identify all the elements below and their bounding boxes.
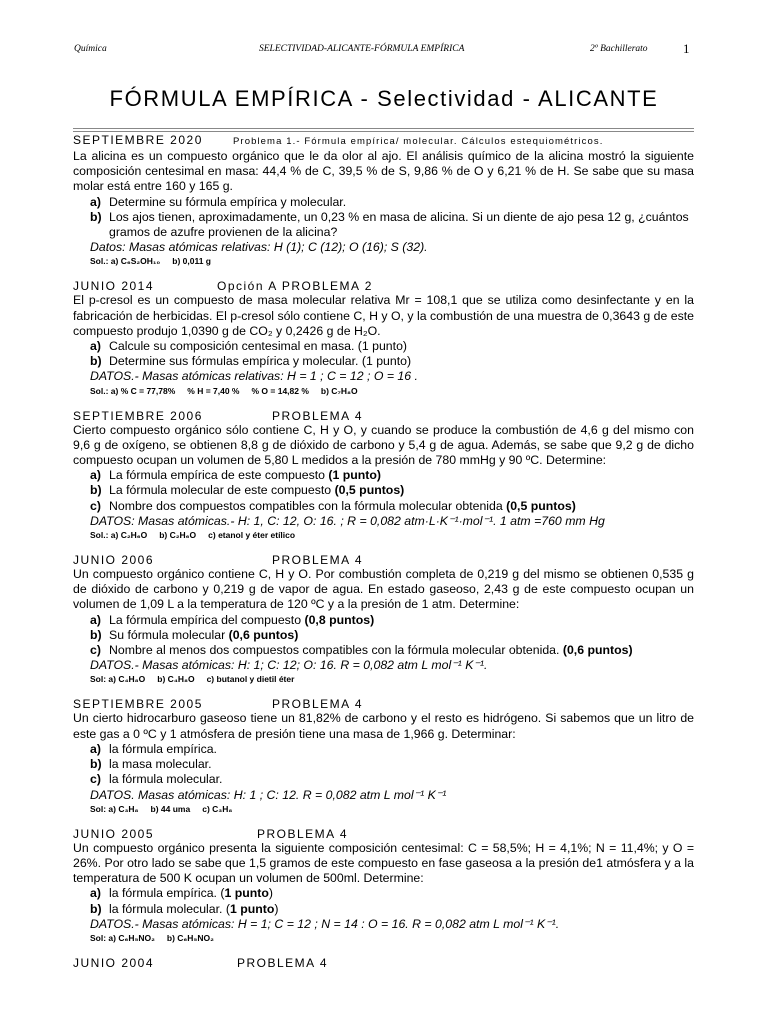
problem-label: Problema 1.- Fórmula empírica/ molecular. Cálculos estequiométricos. [233, 136, 604, 147]
section-heading [73, 827, 694, 841]
solution-value: b) C₇H₈O [320, 385, 358, 396]
solution-value: Sol: a) C₆H₅NO₂ [90, 932, 155, 943]
question-letter: b) [90, 354, 102, 369]
question-text [109, 210, 694, 240]
question-letter: a) [90, 339, 101, 354]
question-body: la masa molecular. [109, 757, 212, 772]
title-rule-bottom [73, 131, 694, 132]
section-heading [73, 697, 694, 711]
document-body [73, 133, 694, 981]
question-item [73, 742, 694, 757]
data-note: DATOS.- Masas atómicas: H = 1; C = 12 ; N = 14 : O = 16. R = 0,082 atm L mol⁻¹ K⁻¹. [90, 916, 560, 931]
problem-section [73, 956, 694, 970]
solution-line [73, 803, 694, 816]
header-document-title: SELECTIVIDAD-ALICANTE-FÓRMULA EMPÍRICA [259, 44, 465, 54]
question-letter: c) [90, 643, 101, 658]
question-body: Nombre al menos dos compuestos compatibles con la fórmula molecular obtenida. [109, 643, 560, 658]
score-value: 1 punto [229, 901, 275, 916]
solution-value: Sol.: a) % C = 77,78% [90, 385, 176, 396]
data-note: DATOS. Masas atómicas: H: 1 ; C: 12. R = 0,082 atm L mol⁻¹ K⁻¹ [90, 787, 447, 802]
question-text [109, 742, 694, 757]
solution-value: Sol: a) C₃H₈ [90, 803, 139, 814]
question-item [73, 757, 694, 772]
question-text [109, 772, 694, 787]
question-text [109, 195, 694, 210]
question-letter: a) [90, 468, 101, 483]
problem-section [73, 697, 694, 815]
problem-label: PROBLEMA 4 [237, 955, 329, 970]
question-item [73, 628, 694, 643]
solution-line [73, 932, 694, 945]
question-body: la fórmula molecular. [109, 772, 223, 787]
question-text [109, 499, 694, 514]
exam-date: SEPTIEMBRE 2006 [73, 408, 203, 423]
solution-value: c) C₃H₈ [202, 803, 233, 814]
score-value: (0,6 puntos) [225, 627, 299, 642]
exam-date: JUNIO 2004 [73, 955, 155, 970]
header-course: 2º Bachillerato [590, 44, 648, 54]
question-item [73, 468, 694, 483]
question-text [109, 757, 694, 772]
question-letter: a) [90, 612, 101, 627]
question-text [109, 339, 694, 354]
score-value: 1 punto [224, 886, 269, 901]
question-item [73, 499, 694, 514]
problem-section [73, 133, 694, 268]
solution-line [73, 673, 694, 686]
problem-label: PROBLEMA 4 [257, 826, 349, 841]
problem-statement: Un cierto hidrocarburo gaseoso tiene un 81,82% de carbono y el resto es hidrógeno. Si sabemos que un litro de este gas a 0 ºC y 1 atmósfera de presión tiene una masa de 1,966 g. Determinar: [73, 711, 694, 741]
question-text [109, 613, 694, 628]
section-heading [73, 279, 694, 293]
data-note: DATOS.- Masas atómicas relativas: H = 1 ; C = 12 ; O = 16 . [90, 369, 418, 384]
header-page-number: 1 [683, 41, 690, 56]
question-body: Calcule su composición centesimal en masa. (1 punto) [109, 339, 408, 354]
problem-statement: Un compuesto orgánico presenta la siguiente composición centesimal: C = 58,5%; H = 4,1%; N = 11,4%; y O = 26%. Por otro lado se sabe que 1,5 gramos de este compuesto en fase gaseosa a la presión de1 atmósfera y a la temperatura de 500 K ocupan un volumen de 500ml. Determine: [73, 840, 694, 886]
question-text [109, 354, 694, 369]
section-heading [73, 133, 694, 149]
solution-line [73, 529, 694, 542]
solution-value: b) 0,011 g [172, 256, 211, 267]
score-value: (0,8 puntos) [301, 612, 375, 627]
data-note: Datos: Masas atómicas relativas: H (1); C (12); O (16); S (32). [90, 240, 428, 255]
question-text [109, 643, 694, 658]
question-item [73, 483, 694, 498]
question-body: la fórmula empírica. ( [109, 886, 225, 901]
question-letter: b) [90, 757, 102, 772]
question-letter: b) [90, 483, 102, 498]
problem-section [73, 827, 694, 945]
question-body: la fórmula empírica. [109, 741, 217, 756]
problem-statement: Un compuesto orgánico contiene C, H y O. Por combustión completa de 0,219 g del mismo se obtienen 0,535 g de dióxido de carbono y 0,219 g de vapor de agua. En estado gaseoso, 2,43 g de este compuesto ocupan un volumen de 1,09 L a la temperatura de 120 ºC y a la presión de 1 atm. Determine: [73, 567, 694, 612]
solution-value: b) C₄H₈O [157, 674, 195, 685]
section-heading [73, 553, 694, 567]
exam-date: JUNIO 2014 [73, 279, 155, 294]
problem-label: PROBLEMA 4 [272, 553, 364, 568]
question-text [109, 902, 694, 917]
question-letter: a) [90, 741, 101, 756]
question-item [73, 886, 694, 901]
question-body: La fórmula empírica de este compuesto [109, 468, 325, 483]
solution-value: c) etanol y éter etílico [208, 530, 296, 541]
question-letter: b) [90, 901, 102, 916]
question-letter: b) [90, 627, 102, 642]
question-item [73, 354, 694, 369]
exam-date: JUNIO 2005 [73, 826, 155, 841]
solution-value: b) C₆H₅NO₂ [166, 932, 214, 943]
solution-value: % O = 14,82 % [251, 385, 309, 396]
solution-line [73, 385, 694, 398]
question-letter: c) [90, 772, 101, 787]
problem-section [73, 553, 694, 686]
question-body: Determine sus fórmulas empírica y molecular. (1 punto) [109, 354, 412, 369]
score-value: (0,5 puntos) [502, 498, 576, 513]
exam-date: JUNIO 2006 [73, 553, 155, 568]
page-title: FÓRMULA EMPÍRICA - Selectividad - ALICANTE [109, 86, 659, 111]
solution-value: % H = 7,40 % [187, 385, 240, 396]
solution-value: Sol.: a) C₂H₆O [90, 530, 148, 541]
question-text [109, 886, 694, 901]
solution-value: c) butanol y dietil éter [206, 674, 295, 685]
question-letter: a) [90, 886, 101, 901]
data-note: DATOS.- Masas atómicas: H: 1; C: 12; O: 16. R = 0,082 atm L mol⁻¹ K⁻¹. [90, 658, 488, 673]
score-value: (0,5 puntos) [331, 483, 405, 498]
question-body: Los ajos tienen, aproximadamente, un 0,23 % en masa de alicina. Si un diente de ajo pesa 12 g, ¿cuántos gramos de azufre provienen de la alicina? [109, 209, 689, 240]
question-letter: a) [90, 194, 101, 209]
problem-statement: El p-cresol es un compuesto de masa molecular relativa Mr = 108,1 que se utiliza como desinfectante y en la fabricación de herbicidas. El p-cresol sólo contiene C, H y O, y la combustión de una muestra de 0,3643 g de este compuesto produjo 1,0390 g de CO₂ y 0,2426 g de H₂O. [73, 293, 694, 338]
question-text [109, 628, 694, 643]
exam-date: SEPTIEMBRE 2005 [73, 697, 203, 712]
question-item [73, 643, 694, 658]
solution-value: Sol: a) C₄H₈O [90, 674, 146, 685]
section-heading [73, 956, 694, 970]
problem-label: Opción A PROBLEMA 2 [217, 279, 373, 294]
data-note: DATOS: Masas atómicas.- H: 1, C: 12, O: 16. ; R = 0,082 atm·L·K⁻¹·mol⁻¹. 1 atm =760 mm Hg [90, 513, 605, 528]
question-body: Nombre dos compuestos compatibles con la fórmula molecular obtenida [109, 498, 503, 513]
problem-section [73, 279, 694, 397]
question-body: La fórmula empírica del compuesto [109, 612, 302, 627]
question-item [73, 902, 694, 917]
question-body: La fórmula molecular de este compuesto [109, 483, 332, 498]
question-text [109, 468, 694, 483]
question-item [73, 339, 694, 354]
score-value: (0,6 puntos) [559, 643, 633, 658]
score-close: ) [268, 886, 274, 901]
section-heading [73, 409, 694, 423]
problem-label: PROBLEMA 4 [272, 697, 364, 712]
question-item [73, 772, 694, 787]
problem-statement: La alicina es un compuesto orgánico que le da olor al ajo. El análisis químico de la alicina mostró la siguiente composición centesimal en masa: 44,4 % de C, 39,5 % de S, 9,86 % de O y 6,21 % de H. Se sabe que su masa molar está entre 160 y 165 g. [73, 149, 694, 194]
score-value: (1 punto) [325, 468, 382, 483]
problem-section [73, 409, 694, 542]
question-letter: c) [90, 498, 101, 513]
question-text [109, 483, 694, 498]
title-rule-top [73, 128, 694, 129]
solution-value: Sol.: a) C₆S₂OH₁₀ [90, 256, 161, 267]
problem-statement: Cierto compuesto orgánico sólo contiene C, H y O, y cuando se produce la combustión de 4,6 g del mismo con 9,6 g de oxígeno, se obtienen 8,8 g de dióxido de carbono y 5,4 g de agua. Además, se sabe que 9,2 g de dicho compuesto ocupan un volumen de 5,80 L medidos a la presión de 780 mmHg y 90 ºC. Determine: [73, 422, 694, 468]
solution-value: b) 44 uma [150, 803, 191, 814]
question-body: Determine su fórmula empírica y molecular. [109, 194, 347, 209]
question-body: la fórmula molecular. ( [109, 901, 230, 916]
solution-line [73, 255, 694, 268]
header-subject: Química [74, 44, 107, 54]
question-body: Su fórmula molecular [109, 627, 226, 642]
score-close: ) [274, 901, 279, 916]
problem-label: PROBLEMA 4 [272, 408, 364, 423]
solution-value: b) C₂H₆O [159, 530, 197, 541]
exam-date: SEPTIEMBRE 2020 [73, 133, 203, 147]
question-item [73, 195, 694, 210]
question-item [73, 613, 694, 628]
question-item [73, 210, 694, 240]
question-letter: b) [90, 209, 102, 224]
